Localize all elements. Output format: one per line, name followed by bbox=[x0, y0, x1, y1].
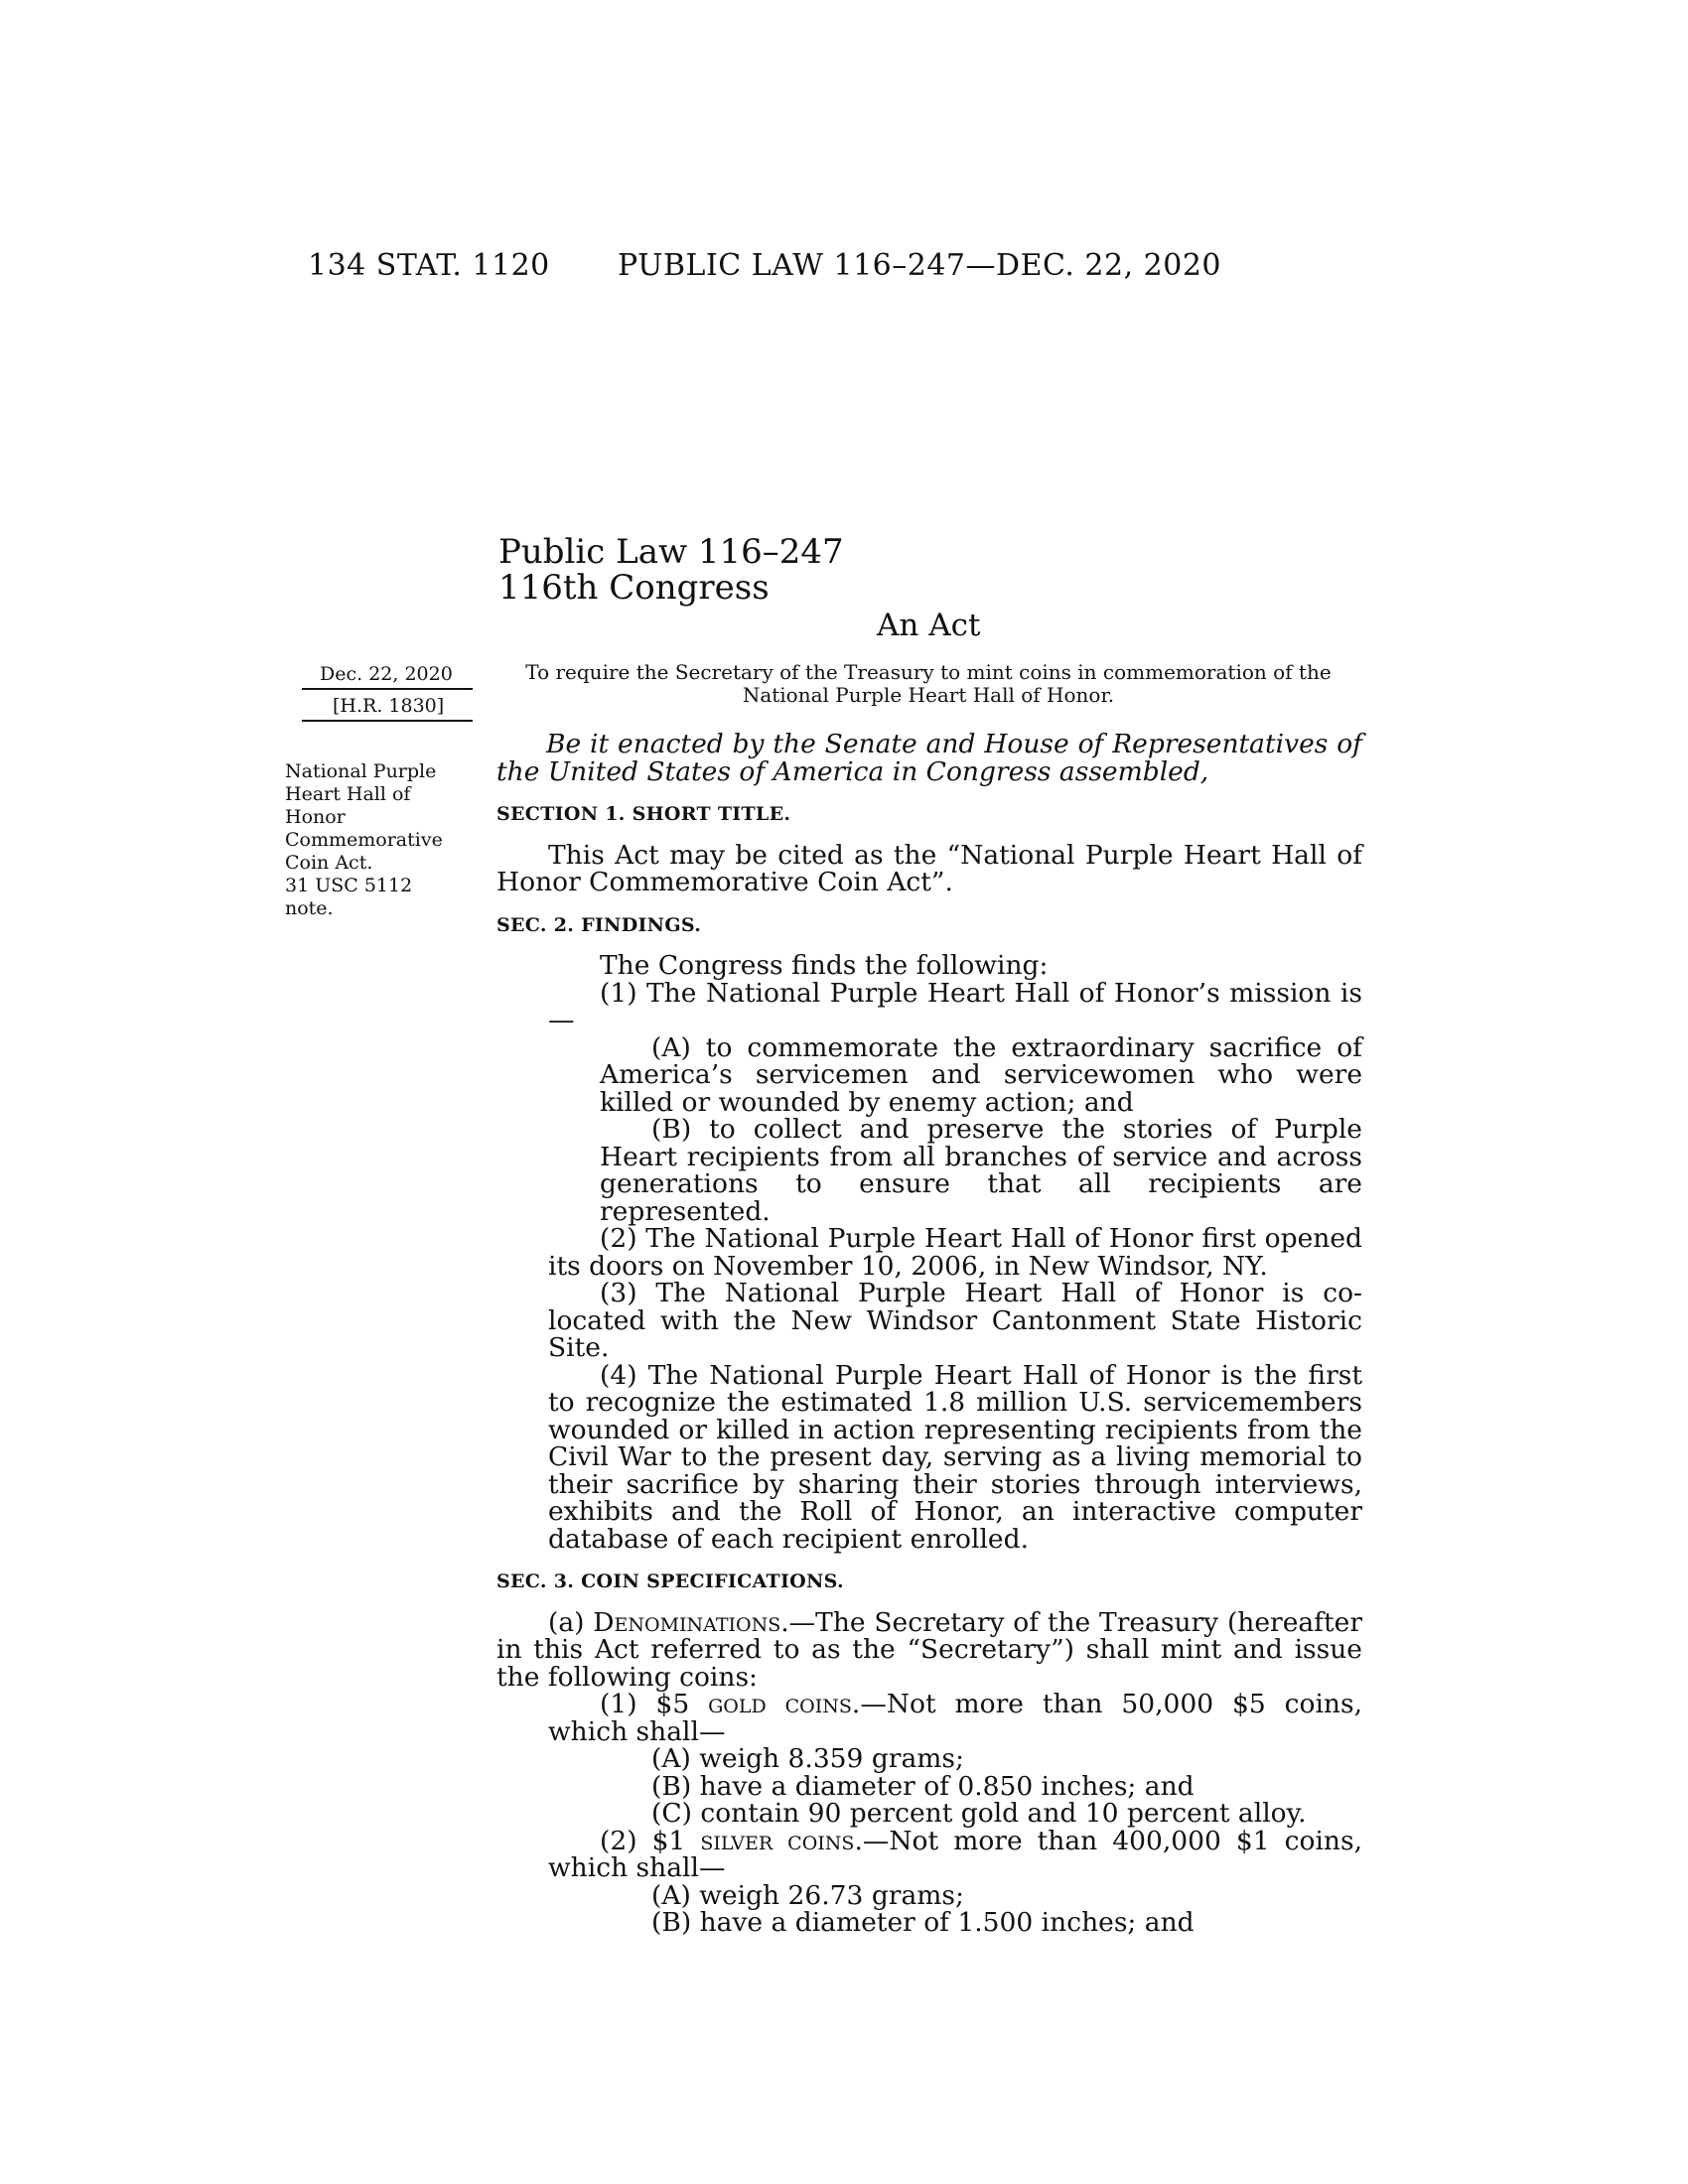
silver-coins-caption: silver coins bbox=[700, 1825, 855, 1856]
congress-label: 116th Congress bbox=[498, 568, 770, 608]
silver-coins-paragraph bbox=[496, 1825, 1363, 1883]
finding-4: (4) The National Purple Heart Hall of Honor is the first to recognize the estimated 1.8 million U.S. servicemembers wounded or killed in action representing recipients from the Civil War to the present day, serving as a living memorial to their sacrifice by sharing their stories through interviews, exhibits and the Roll of Honor, an interactive computer database of each recipient enrolled. bbox=[548, 1359, 1362, 1555]
subsection-a-text: .—The Secretary of the Treasury (hereafter in this Act referred to as the “Secretary”) shall mint and issue the following coins: bbox=[496, 1606, 1362, 1693]
finding-1-b: (B) to collect and preserve the stories of Purple Heart recipients from all branches of service and across generations to ensure that all recipients are represented. bbox=[600, 1114, 1362, 1227]
page-stat-citation: 134 STAT. 1120 bbox=[308, 248, 550, 283]
sidenote-line: Coin Act. bbox=[285, 852, 373, 874]
section-3-heading: SEC. 3. COIN SPECIFICATIONS. bbox=[496, 1570, 844, 1592]
gold-coins-caption: gold coins bbox=[708, 1689, 852, 1719]
finding-2: (2) The National Purple Heart Hall of Honor first opened its doors on November 10, 2006, in New Windsor, NY. bbox=[548, 1223, 1362, 1282]
margin-rule-top bbox=[302, 688, 473, 690]
margin-sidenote bbox=[285, 760, 484, 920]
public-law-title: Public Law 116–247 bbox=[498, 532, 844, 572]
gold-coin-weight: (A) weigh 8.359 grams; bbox=[651, 1743, 964, 1774]
margin-date: Dec. 22, 2020 bbox=[320, 663, 453, 685]
sidenote-line: note. bbox=[285, 897, 334, 919]
act-purpose bbox=[516, 661, 1340, 707]
finding-1: (1) The National Purple Heart Hall of Honor’s mission is— bbox=[548, 977, 1362, 1035]
gold-coin-diameter: (B) have a diameter of 0.850 inches; and bbox=[651, 1770, 1195, 1802]
gold-coins-prefix: (1) $5 bbox=[600, 1689, 709, 1719]
margin-rule-bottom bbox=[302, 720, 473, 722]
silver-coins-text: .—Not more than 400,000 $1 coins, which shall— bbox=[548, 1825, 1363, 1883]
gold-coin-composition: (C) contain 90 percent gold and 10 percent alloy. bbox=[651, 1798, 1307, 1829]
document-body bbox=[496, 731, 1362, 1937]
subsection-a-caption: Denominations bbox=[593, 1606, 781, 1638]
section-1-text: This Act may be cited as the “National Purple Heart Hall of Honor Commemorative Coin Act”. bbox=[496, 839, 1362, 897]
purpose-line-2: National Purple Heart Hall of Honor. bbox=[742, 683, 1115, 707]
gold-coins-text: .—Not more than 50,000 $5 coins, which shall— bbox=[548, 1689, 1363, 1747]
margin-bill-number: [H.R. 1830] bbox=[333, 695, 445, 717]
purpose-line-1: To require the Secretary of the Treasury to mint coins in commemoration of the bbox=[525, 660, 1332, 684]
subsection-a bbox=[496, 1606, 1362, 1693]
sidenote-line: Heart Hall of bbox=[285, 783, 411, 805]
section-1-heading: SECTION 1. SHORT TITLE. bbox=[496, 803, 791, 825]
finding-1-a: (A) to commemorate the extraordinary sacrifice of America’s servicemen and servicewomen who were killed or wounded by enemy action; and bbox=[600, 1031, 1362, 1118]
silver-coins-prefix: (2) $1 bbox=[600, 1825, 701, 1856]
gold-coins-paragraph bbox=[496, 1691, 1362, 1745]
act-heading: An Act bbox=[877, 608, 981, 643]
sidenote-line: 31 USC 5112 bbox=[285, 875, 413, 896]
silver-coin-diameter: (B) have a diameter of 1.500 inches; and bbox=[651, 1907, 1195, 1938]
sidenote-line: National Purple bbox=[285, 760, 437, 782]
silver-coin-weight: (A) weigh 26.73 grams; bbox=[651, 1879, 964, 1911]
sidenote-line: Commemorative bbox=[285, 829, 443, 851]
section-2-heading: SEC. 2. FINDINGS. bbox=[496, 913, 702, 936]
running-header: PUBLIC LAW 116–247—DEC. 22, 2020 bbox=[618, 248, 1222, 283]
finding-3: (3) The National Purple Heart Hall of Honor is co-located with the New Windsor Cantonment State Historic Site. bbox=[548, 1278, 1362, 1363]
subsection-a-prefix: (a) bbox=[548, 1606, 594, 1638]
section-2-intro: The Congress finds the following: bbox=[600, 950, 1049, 981]
sidenote-line: Honor bbox=[285, 806, 346, 828]
enacting-clause: Be it enacted by the Senate and House of Representatives of the United States of America in Congress assembled, bbox=[496, 729, 1362, 787]
